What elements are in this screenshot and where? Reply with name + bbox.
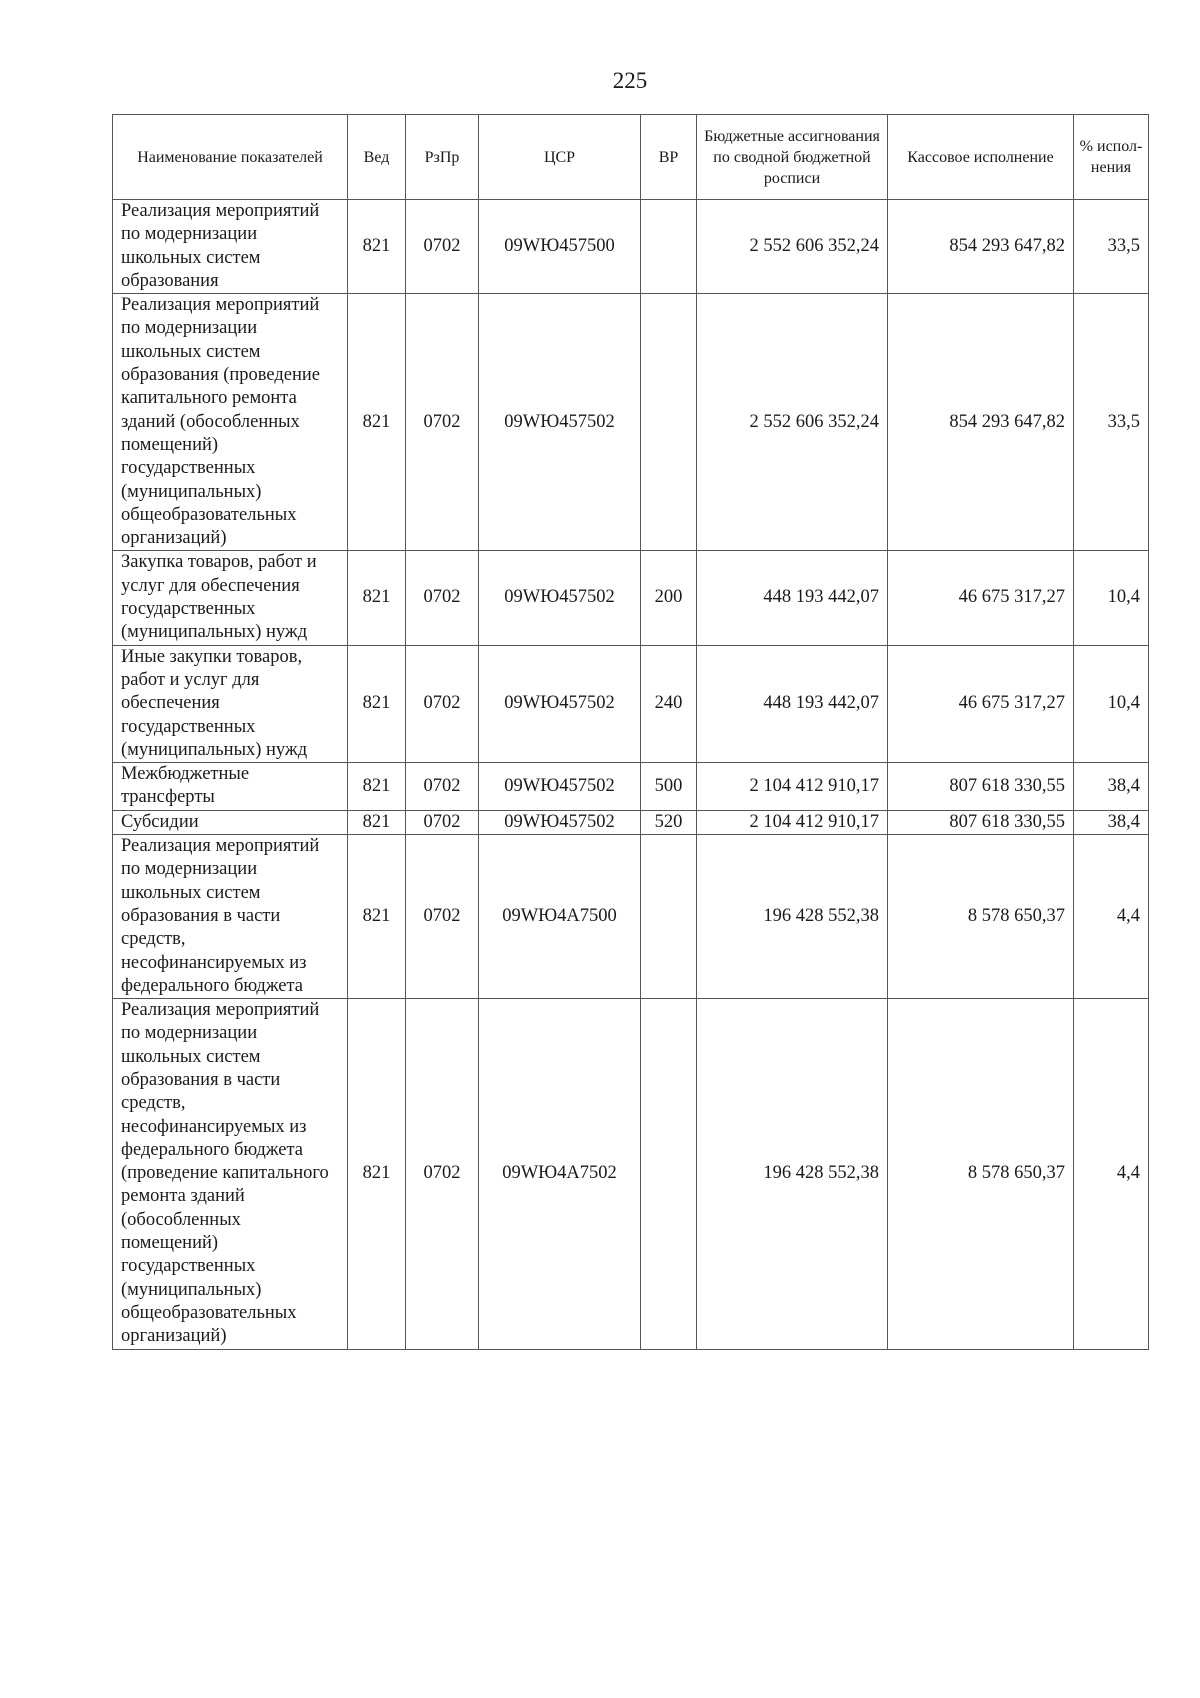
row-percent: 33,5 [1074, 200, 1149, 294]
table-header-row [113, 115, 1149, 200]
row-cash: 807 618 330,55 [888, 810, 1074, 834]
header-percent: % испол-нения [1074, 115, 1149, 200]
header-budget: Бюджетные ассигнования по сводной бюджетной росписи [697, 115, 888, 200]
row-vr: 240 [641, 645, 697, 762]
header-name: Наименование показателей [113, 115, 348, 200]
row-cash: 854 293 647,82 [888, 294, 1074, 551]
row-vr: 520 [641, 810, 697, 834]
row-percent: 4,4 [1074, 999, 1149, 1349]
row-ved: 821 [348, 810, 406, 834]
row-ved: 821 [348, 551, 406, 645]
row-ved: 821 [348, 645, 406, 762]
table-row [113, 551, 1149, 645]
row-name: Реализация мероприятий по модернизации школьных систем образования [113, 200, 348, 294]
row-csr: 09WЮ457500 [479, 200, 641, 294]
row-ved: 821 [348, 835, 406, 999]
header-csr: ЦСР [479, 115, 641, 200]
row-budget: 2 104 412 910,17 [697, 810, 888, 834]
row-budget: 196 428 552,38 [697, 999, 888, 1349]
row-cash: 8 578 650,37 [888, 999, 1074, 1349]
row-csr: 09WЮ457502 [479, 645, 641, 762]
row-csr: 09WЮ457502 [479, 810, 641, 834]
row-name: Реализация мероприятий по модернизации школьных систем образования (проведение капитального ремонта зданий (обособленных помещений) государственных (муниципальных) общеобразовательных организаций) [113, 294, 348, 551]
row-budget: 2 552 606 352,24 [697, 200, 888, 294]
row-ved: 821 [348, 763, 406, 811]
row-csr: 09WЮ4A7502 [479, 999, 641, 1349]
row-rzpr: 0702 [406, 551, 479, 645]
row-name: Иные закупки товаров, работ и услуг для обеспечения государственных (муниципальных) нужд [113, 645, 348, 762]
header-vr: ВР [641, 115, 697, 200]
table-row [113, 200, 1149, 294]
row-rzpr: 0702 [406, 200, 479, 294]
row-name: Реализация мероприятий по модернизации школьных систем образования в части средств, несофинансируемых из федерального бюджета (проведение капитального ремонта зданий (обособленных помещений) государственных (муниципальных) общеобразовательных организаций) [113, 999, 348, 1349]
row-rzpr: 0702 [406, 810, 479, 834]
row-cash: 46 675 317,27 [888, 645, 1074, 762]
header-cash: Кассовое исполнение [888, 115, 1074, 200]
header-rzpr: РзПр [406, 115, 479, 200]
row-cash: 807 618 330,55 [888, 763, 1074, 811]
row-percent: 10,4 [1074, 645, 1149, 762]
row-percent: 33,5 [1074, 294, 1149, 551]
row-budget: 448 193 442,07 [697, 551, 888, 645]
row-rzpr: 0702 [406, 999, 479, 1349]
row-budget: 448 193 442,07 [697, 645, 888, 762]
row-rzpr: 0702 [406, 835, 479, 999]
table-row [113, 645, 1149, 762]
row-ved: 821 [348, 294, 406, 551]
table-row [113, 999, 1149, 1349]
row-csr: 09WЮ457502 [479, 551, 641, 645]
row-cash: 854 293 647,82 [888, 200, 1074, 294]
table-row [113, 835, 1149, 999]
table-row [113, 763, 1149, 811]
row-percent: 4,4 [1074, 835, 1149, 999]
row-budget: 2 552 606 352,24 [697, 294, 888, 551]
row-percent: 10,4 [1074, 551, 1149, 645]
row-budget: 196 428 552,38 [697, 835, 888, 999]
row-csr: 09WЮ457502 [479, 294, 641, 551]
row-name: Закупка товаров, работ и услуг для обеспечения государственных (муниципальных) нужд [113, 551, 348, 645]
row-cash: 8 578 650,37 [888, 835, 1074, 999]
row-ved: 821 [348, 999, 406, 1349]
row-name: Реализация мероприятий по модернизации школьных систем образования в части средств, несофинансируемых из федерального бюджета [113, 835, 348, 999]
row-vr [641, 835, 697, 999]
row-vr [641, 999, 697, 1349]
row-rzpr: 0702 [406, 645, 479, 762]
row-budget: 2 104 412 910,17 [697, 763, 888, 811]
row-percent: 38,4 [1074, 763, 1149, 811]
row-rzpr: 0702 [406, 763, 479, 811]
row-name: Субсидии [113, 810, 348, 834]
row-csr: 09WЮ4A7500 [479, 835, 641, 999]
row-rzpr: 0702 [406, 294, 479, 551]
header-ved: Вед [348, 115, 406, 200]
row-vr [641, 294, 697, 551]
row-name: Межбюджетные трансферты [113, 763, 348, 811]
budget-execution-table [112, 114, 1149, 1350]
row-vr: 200 [641, 551, 697, 645]
page-number: 225 [612, 68, 648, 93]
table-row [113, 810, 1149, 834]
row-csr: 09WЮ457502 [479, 763, 641, 811]
row-vr [641, 200, 697, 294]
row-vr: 500 [641, 763, 697, 811]
table-row [113, 294, 1149, 551]
row-cash: 46 675 317,27 [888, 551, 1074, 645]
row-ved: 821 [348, 200, 406, 294]
row-percent: 38,4 [1074, 810, 1149, 834]
